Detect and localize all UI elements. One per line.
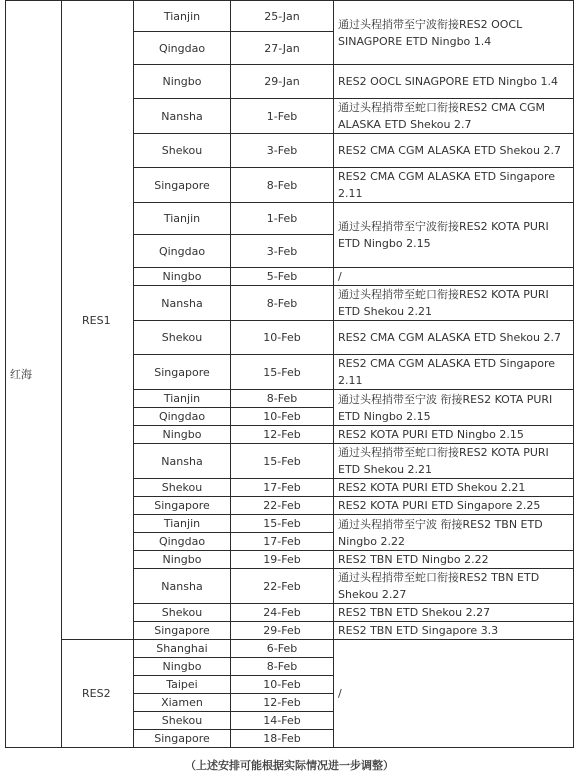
connection-note-cell: RES2 TBN ETD Shekou 2.27 <box>334 604 574 622</box>
date-cell: 1-Feb <box>231 203 334 235</box>
date-cell: 15-Feb <box>231 444 334 479</box>
date-cell: 10-Feb <box>231 408 334 426</box>
date-cell: 14-Feb <box>231 712 334 730</box>
date-cell: 10-Feb <box>231 321 334 355</box>
date-cell: 12-Feb <box>231 426 334 444</box>
service-cell: RES1 <box>62 1 134 640</box>
table-row <box>6 1 574 32</box>
date-cell: 8-Feb <box>231 390 334 408</box>
date-cell: 15-Feb <box>231 355 334 390</box>
date-cell: 3-Feb <box>231 235 334 268</box>
port-cell: Shanghai <box>134 640 231 658</box>
date-cell: 29-Jan <box>231 65 334 99</box>
date-cell: 15-Feb <box>231 515 334 533</box>
connection-note-cell: RES2 CMA CGM ALASKA ETD Shekou 2.7 <box>334 321 574 355</box>
port-cell: Tianjin <box>134 390 231 408</box>
connection-note-cell: RES2 KOTA PURI ETD Ningbo 2.15 <box>334 426 574 444</box>
date-cell: 17-Feb <box>231 533 334 551</box>
date-cell: 27-Jan <box>231 32 334 65</box>
date-cell: 29-Feb <box>231 622 334 640</box>
date-cell: 24-Feb <box>231 604 334 622</box>
date-cell: 10-Feb <box>231 676 334 694</box>
date-cell: 19-Feb <box>231 551 334 569</box>
port-cell: Nansha <box>134 444 231 479</box>
port-cell: Singapore <box>134 497 231 515</box>
table-row <box>6 640 574 658</box>
schedule-table <box>5 0 574 748</box>
port-cell: Singapore <box>134 622 231 640</box>
date-cell: 22-Feb <box>231 497 334 515</box>
port-cell: Shekou <box>134 321 231 355</box>
service-cell: RES2 <box>62 640 134 748</box>
port-cell: Singapore <box>134 168 231 203</box>
connection-note-cell: RES2 TBN ETD Ningbo 2.22 <box>334 551 574 569</box>
date-cell: 5-Feb <box>231 268 334 286</box>
port-cell: Shekou <box>134 712 231 730</box>
date-cell: 3-Feb <box>231 134 334 168</box>
port-cell: Ningbo <box>134 551 231 569</box>
connection-note-cell: RES2 CMA CGM ALASKA ETD Shekou 2.7 <box>334 134 574 168</box>
connection-note-cell: 通过头程捎带至宁波衔接RES2 OOCL SINAGPORE ETD Ningbo 1.4 <box>334 1 574 65</box>
port-cell: Shekou <box>134 604 231 622</box>
connection-note-cell: 通过头程捎带至宁波 衔接RES2 KOTA PURI ETD Ningbo 2.15 <box>334 390 574 426</box>
date-cell: 8-Feb <box>231 168 334 203</box>
port-cell: Qingdao <box>134 408 231 426</box>
port-cell: Singapore <box>134 730 231 748</box>
port-cell: Shekou <box>134 134 231 168</box>
connection-note-cell: 通过头程捎带至蛇口衔接RES2 KOTA PURI ETD Shekou 2.21 <box>334 444 574 479</box>
port-cell: Ningbo <box>134 65 231 99</box>
date-cell: 8-Feb <box>231 658 334 676</box>
port-cell: Ningbo <box>134 426 231 444</box>
connection-note-cell: 通过头程捎带至蛇口衔接RES2 TBN ETD Shekou 2.27 <box>334 569 574 604</box>
date-cell: 1-Feb <box>231 99 334 134</box>
connection-note-cell: RES2 KOTA PURI ETD Shekou 2.21 <box>334 479 574 497</box>
port-cell: Tianjin <box>134 515 231 533</box>
port-cell: Nansha <box>134 569 231 604</box>
port-cell: Tianjin <box>134 1 231 32</box>
connection-note-cell: RES2 CMA CGM ALASKA ETD Singapore 2.11 <box>334 355 574 390</box>
date-cell: 25-Jan <box>231 1 334 32</box>
port-cell: Ningbo <box>134 658 231 676</box>
port-cell: Qingdao <box>134 533 231 551</box>
port-cell: Nansha <box>134 99 231 134</box>
connection-note-cell: RES2 KOTA PURI ETD Singapore 2.25 <box>334 497 574 515</box>
port-cell: Singapore <box>134 355 231 390</box>
port-cell: Xiamen <box>134 694 231 712</box>
port-cell: Tianjin <box>134 203 231 235</box>
schedule-body <box>6 1 574 748</box>
connection-note-cell: 通过头程捎带至宁波衔接RES2 KOTA PURI ETD Ningbo 2.15 <box>334 203 574 268</box>
port-cell: Qingdao <box>134 235 231 268</box>
region-cell: 红海 <box>6 1 62 748</box>
connection-note-cell: 通过头程捎带至蛇口衔接RES2 CMA CGM ALASKA ETD Shekou 2.7 <box>334 99 574 134</box>
port-cell: Shekou <box>134 479 231 497</box>
connection-note-cell: RES2 TBN ETD Singapore 3.3 <box>334 622 574 640</box>
date-cell: 12-Feb <box>231 694 334 712</box>
date-cell: 8-Feb <box>231 286 334 321</box>
connection-note-cell: / <box>334 268 574 286</box>
date-cell: 6-Feb <box>231 640 334 658</box>
date-cell: 22-Feb <box>231 569 334 604</box>
connection-note-cell: RES2 OOCL SINAGPORE ETD Ningbo 1.4 <box>334 65 574 99</box>
connection-note-cell: 通过头程捎带至蛇口衔接RES2 KOTA PURI ETD Shekou 2.21 <box>334 286 574 321</box>
port-cell: Qingdao <box>134 32 231 65</box>
connection-note-cell: RES2 CMA CGM ALASKA ETD Singapore 2.11 <box>334 168 574 203</box>
connection-note-cell: / <box>334 640 574 748</box>
date-cell: 18-Feb <box>231 730 334 748</box>
port-cell: Taipei <box>134 676 231 694</box>
port-cell: Nansha <box>134 286 231 321</box>
footer-note: （上述安排可能根据实际情况进一步调整） <box>185 759 394 772</box>
date-cell: 17-Feb <box>231 479 334 497</box>
port-cell: Ningbo <box>134 268 231 286</box>
connection-note-cell: 通过头程捎带至宁波 衔接RES2 TBN ETD Ningbo 2.22 <box>334 515 574 551</box>
